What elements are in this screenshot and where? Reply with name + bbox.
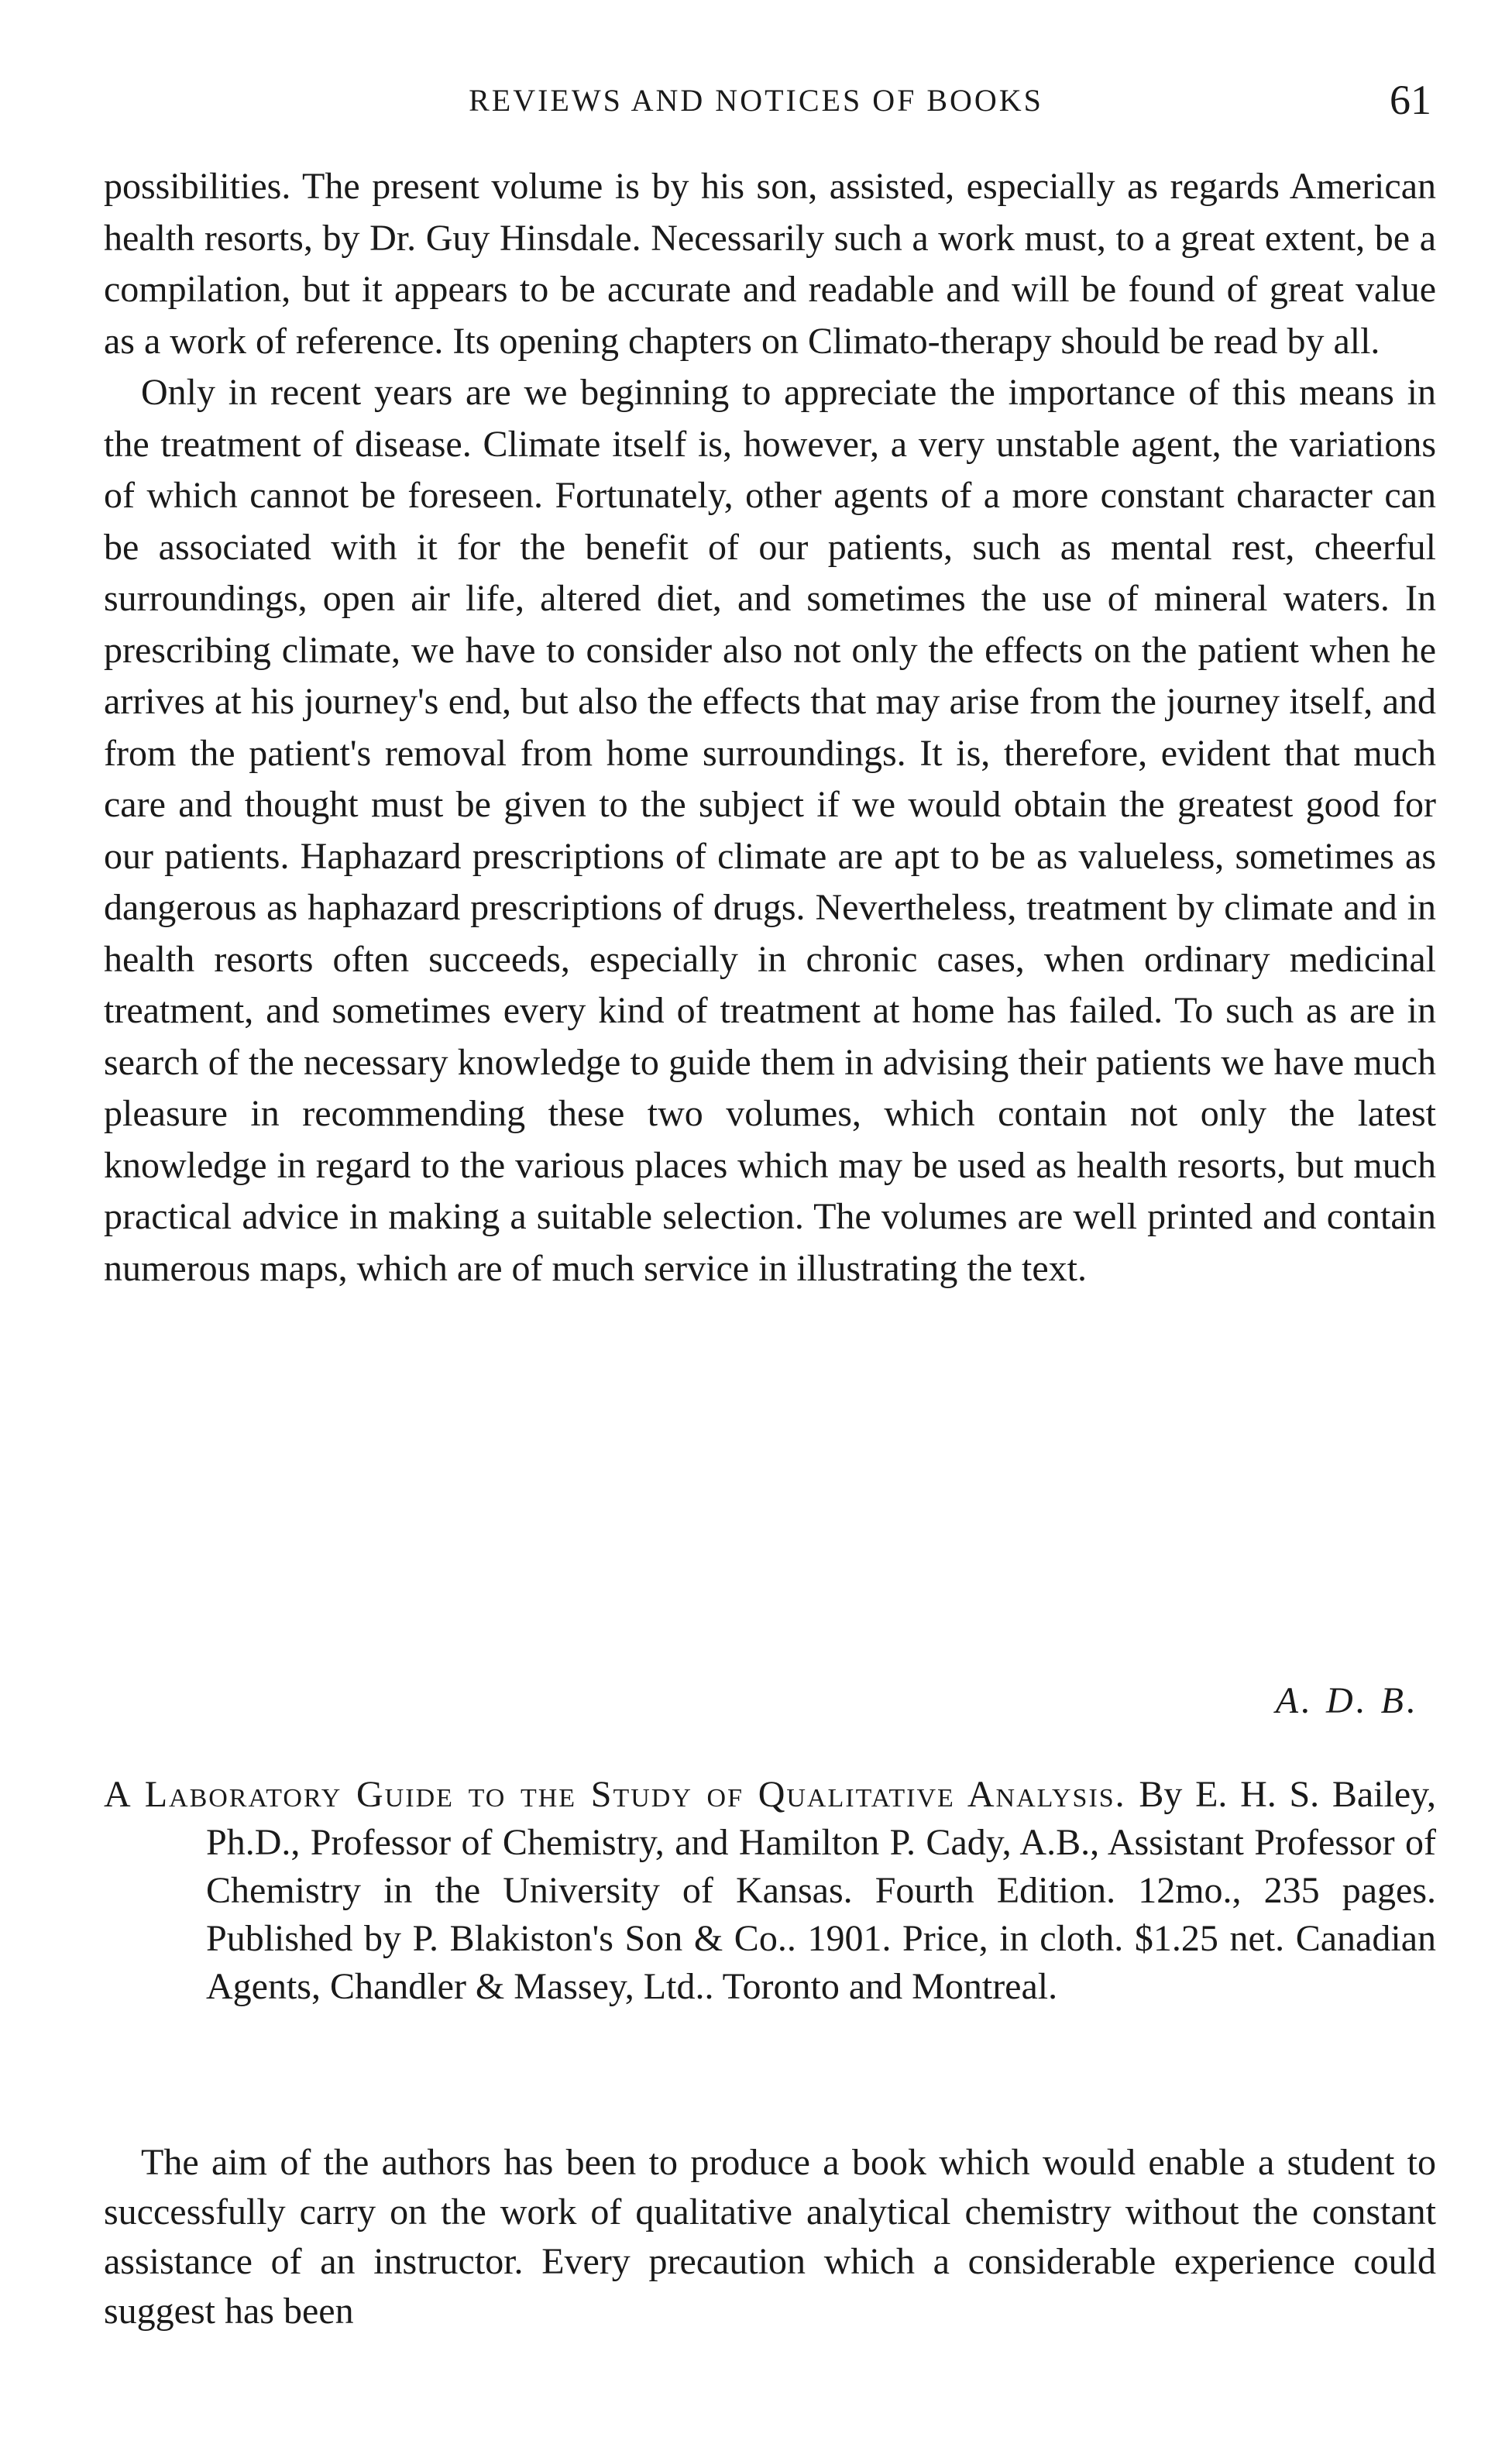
running-head bbox=[0, 74, 1512, 129]
review-paragraph: The aim of the authors has been to produce a book which would enable a student to successfully carry on the work of qualitative analytical chemistry without the constant assistance of an instructor. Every precaution which a considerable experience could suggest has been bbox=[104, 2142, 1436, 2332]
book-citation bbox=[104, 1771, 1436, 2011]
review-paragraph: Only in recent years are we beginning to appreciate the importance of this means in the treatment of disease. Climate itself is, however, a very unstable agent, the variations of which cannot be foreseen. Fortunately, other agents of a more constant character can be associated with it for the benefit of our patients, such as mental rest, cheerful surroundings, open air life, altered diet, and sometimes the use of mineral waters. In prescribing climate, we have to consider also not only the effects on the patient when he arrives at his journey's end, but also the effects that may arise from the journey itself, and from the patient's removal from home surroundings. It is, therefore, evident that much care and thought must be given to the subject if we would obtain the greatest good for our patients. Haphazard prescriptions of climate are apt to be as valueless, sometimes as dangerous as haphazard prescriptions of drugs. Nevertheless, treatment by climate and in health resorts often succeeds, especially in chronic cases, when ordinary medicinal treatment, and sometimes every kind of treatment at home has failed. To such as are in search of the necessary knowledge to guide them in advising their patients we have much pleasure in recommending these two volumes, which contain not only the latest knowledge in regard to the various places which may be used as health resorts, but much practical advice in making a suitable selection. The volumes are well printed and contain numerous maps, which are of much service in illustrating the text. bbox=[104, 372, 1436, 1289]
review-body-second bbox=[104, 2138, 1436, 2336]
book-title: A Laboratory Guide to the Study of Qualitative Analysis. bbox=[104, 1774, 1126, 1815]
page-number: 61 bbox=[1390, 77, 1431, 123]
book-details: By E. H. S. Bailey, Ph.D., Professor of Chemistry, and Hamilton P. Cady, A.B., Assistant Professor of Chemistry in the University of Kansas. Fourth Edition. 12mo., 235 pages. Published by P. Blakiston's Son & Co.. 1901. Price, in cloth. $1.25 net. Canadian Agents, Chandler & Massey, Ltd.. Toronto and Montreal. bbox=[206, 1774, 1436, 2007]
review-paragraph: possibilities. The present volume is by his son, assisted, especially as regards American health resorts, by Dr. Guy Hinsdale. Necessarily such a work must, to a great extent, be a compilation, but it appears to be accurate and readable and will be found of great value as a work of reference. Its opening chapters on Climato-therapy should be read by all. bbox=[104, 166, 1436, 362]
review-body bbox=[104, 161, 1436, 1294]
reviewer-signature: A. D. B. bbox=[1275, 1680, 1419, 1721]
running-title: REVIEWS AND NOTICES OF BOOKS bbox=[469, 83, 1043, 118]
